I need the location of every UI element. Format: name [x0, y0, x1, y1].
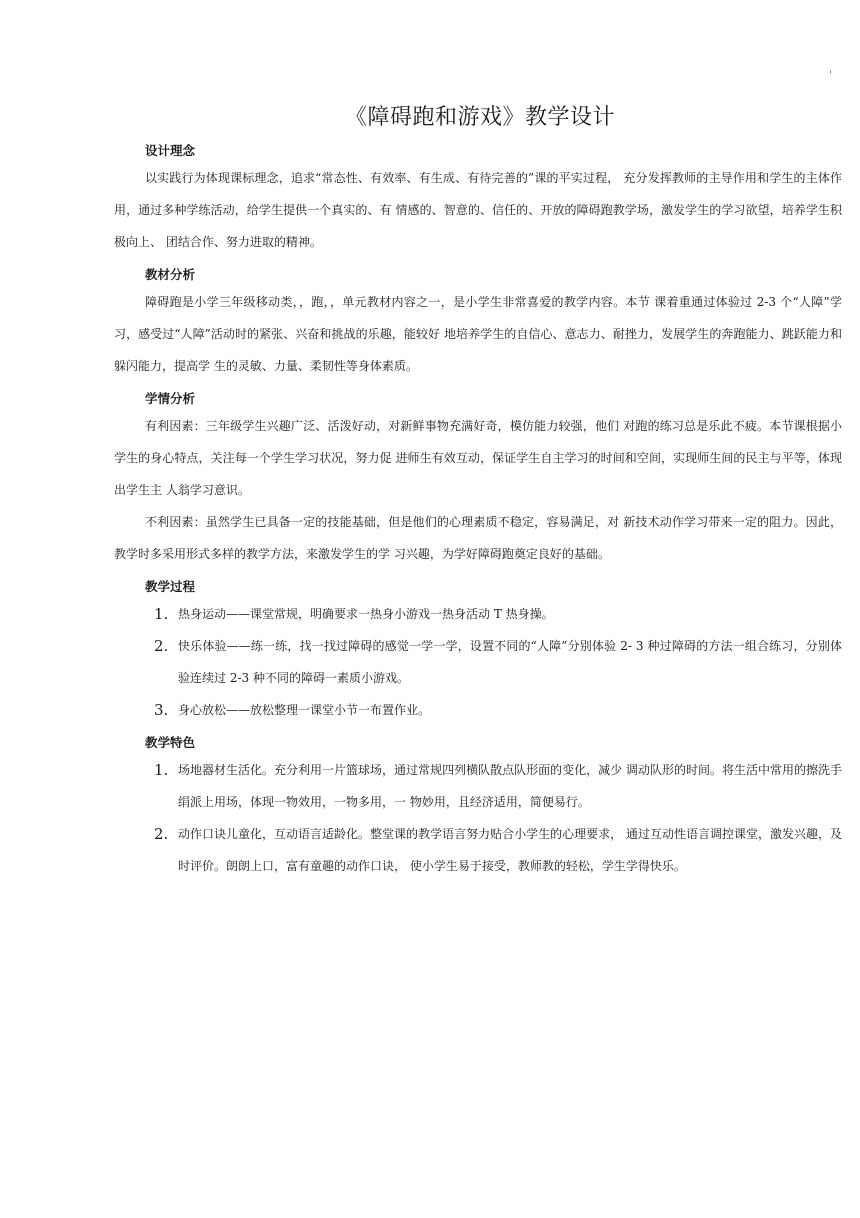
list-item — [114, 598, 842, 630]
list-number: 2. — [154, 825, 169, 843]
corner-mark: ' — [829, 70, 832, 81]
features-list — [114, 754, 842, 882]
list-item-text: 动作口诀儿童化，互动语言适龄化。整堂课的教学语言努力贴合小学生的心理要求， 通过互动性语言调控课堂，激发兴趣，及时评价。朗朗上口，富有童趣的动作口诀， 使小学生易于接受，教师教的轻松，学生学得快乐。 — [178, 827, 842, 873]
list-number: 3. — [154, 701, 169, 719]
list-item-text: 快乐体验——练一练，找一找过障碍的感觉一学一学，设置不同的“人障”分别体验 2- 3 种过障碍的方法一组合练习，分别体验连续过 2-3 种不同的障碍一素质小游戏。 — [178, 639, 842, 685]
list-number: 2. — [154, 637, 169, 655]
list-item — [114, 694, 842, 726]
process-list — [114, 598, 842, 726]
document-body — [114, 140, 842, 882]
section-heading-material-analysis: 教材分析 — [145, 267, 196, 282]
section-heading-design-concept: 设计理念 — [145, 143, 196, 158]
list-item-text: 场地器材生活化。充分利用一片篮球场，通过常规四列横队散点队形面的变化，减少 调动队形的时间。将生活中常用的擦洗手绢派上用场，体现一物效用，一物多用，一 物妙用，且经济适用，简便易行。 — [178, 763, 842, 809]
paragraph: 有利因素：三年级学生兴趣广泛、活泼好动，对新鲜事物充满好奇，模仿能力较强，他们 对跑的练习总是乐此不疲。本节课根据小学生的身心特点，关注每一个学生学习状况，努力促 进师生有效互动，保证学生自主学习的时间和空间，实现师生间的民主与平等，体现出学生主 人翁学习意识。 — [114, 419, 842, 497]
section-heading-teaching-features: 教学特色 — [145, 735, 196, 750]
paragraph: 以实践行为体现课标理念，追求“常态性、有效率、有生成、有待完善的”课的平实过程， 充分发挥教师的主导作用和学生的主体作用，通过多种学练活动，给学生提供一个真实的、有 情感的、智意的、信任的、开放的障碍跑教学场，激发学生的学习欲望，培养学生积极向上、 团结合作、努力进取的精神。 — [114, 171, 842, 249]
list-item — [114, 630, 842, 694]
list-item-text: 热身运动——课堂常规，明确要求一热身小游戏一热身活动 T 热身操。 — [178, 607, 554, 621]
section-heading-teaching-process: 教学过程 — [145, 579, 196, 594]
list-item — [114, 818, 842, 882]
list-number: 1. — [154, 761, 169, 779]
document-title: 《障碍跑和游戏》教学设计 — [344, 105, 615, 130]
list-item-text: 身心放松——放松整理一课堂小节一布置作业。 — [178, 703, 431, 717]
list-item — [114, 754, 842, 818]
paragraph: 障碍跑是小学三年级移动类，，跑，，单元教材内容之一，是小学生非常喜爱的教学内容。本节 课着重通过体验过 2-3 个“人障”学习，感受过“人障”活动时的紧张、兴奋和挑战的乐趣，能较好 地培养学生的自信心、意志力、耐挫力，发展学生的奔跑能力、跳跃能力和躲闪能力，提高学 生的灵敏、力量、柔韧性等身体素质。 — [114, 295, 842, 373]
list-number: 1. — [154, 605, 169, 623]
section-heading-student-analysis: 学情分析 — [145, 391, 196, 406]
paragraph: 不利因素：虽然学生已具备一定的技能基础，但是他们的心理素质不稳定，容易满足，对 新技术动作学习带来一定的阻力。因此，教学时多采用形式多样的教学方法，来激发学生的学 习兴趣，为学好障碍跑奠定良好的基础。 — [114, 515, 842, 561]
